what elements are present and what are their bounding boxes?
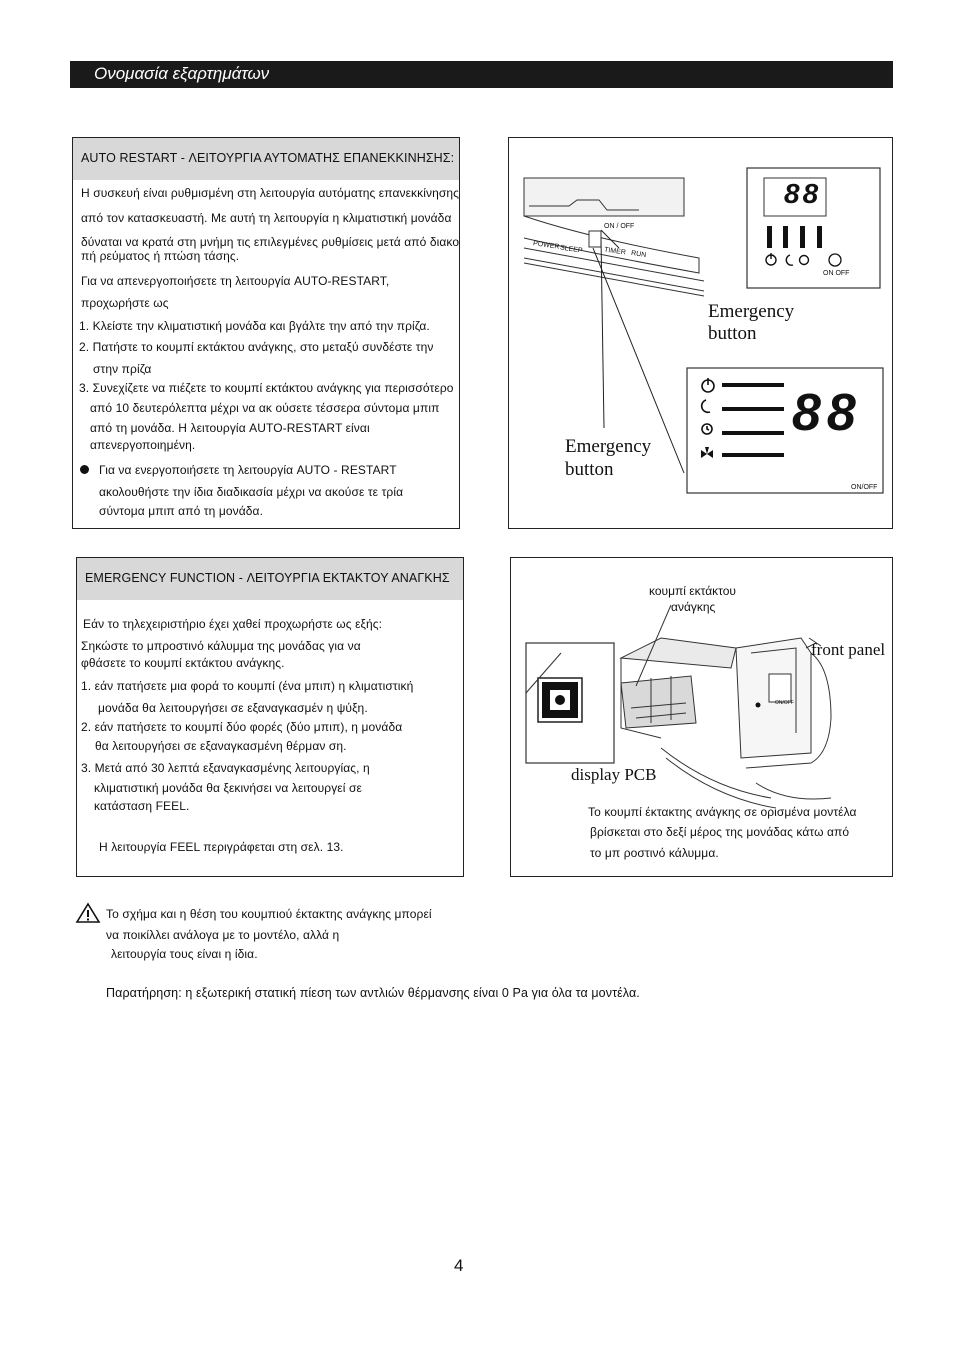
text-line: από τη μονάδα. Η λειτουργία AUTO-RESTART είναι	[90, 421, 370, 435]
caption-line: Το κουμπί έκτακτης ανάγκης σε ορισμένα μοντέλα	[588, 805, 857, 819]
display-digits-bottom: 88	[792, 384, 862, 442]
front-panel-label: front panel	[811, 640, 886, 659]
text-line: θα λειτουργήσει σε εξαναγκασμένη θέρμαν ση.	[95, 739, 347, 753]
text-line: στην πρίζα	[93, 362, 152, 376]
warning-icon	[75, 902, 101, 924]
text-line: 1. Κλείστε την κλιματιστική μονάδα και βγάλτε την από την πρίζα.	[79, 319, 430, 333]
page-number: 4	[454, 1256, 464, 1275]
emergency-button-label-b: ανάγκης	[671, 600, 716, 614]
pressure-note: Παρατήρηση: η εξωτερική στατική πίεση των αντλιών θέρμανσης είναι 0 Pa για όλα τα μοντέλα.	[106, 986, 640, 1000]
auto-restart-heading-bar	[73, 138, 459, 180]
on-off-right-label: ON OFF	[823, 270, 850, 277]
bullet-dot	[80, 465, 89, 474]
caption-line: το μπ ροστινό κάλυμμα.	[590, 846, 719, 860]
text-line: κατάσταση FEEL.	[94, 799, 190, 813]
text-line: ακολουθήστε την ίδια διαδικασία μέχρι να ακούσε τε τρία	[99, 485, 404, 499]
section-title-bar	[70, 61, 893, 88]
timer-label: TIMER	[603, 246, 627, 257]
figure-remote-panel-box	[508, 137, 893, 529]
text-line: μονάδα θα λειτουργήσει σε εξαναγκασμέν η ψύξη.	[98, 701, 368, 715]
text-line: 3. Συνεχίζετε να πιέζετε το κουμπί εκτάκτου ανάγκης για περισσότερο	[79, 381, 454, 395]
on-off-label: ON / OFF	[604, 223, 635, 230]
on-off-bottom-label: ON/OFF	[851, 484, 878, 491]
warning-line: λειτουργία τους είναι η ίδια.	[111, 947, 258, 961]
emergency-function-heading-bar	[77, 558, 463, 600]
text-line: 2. Πατήστε το κουμπί εκτάκτου ανάγκης, στο μεταξύ συνδέστε την	[79, 340, 434, 354]
figure-front-panel-box	[510, 557, 893, 877]
emergency-label-top-a: Emergency	[708, 301, 795, 322]
emergency-function-box	[76, 557, 464, 877]
run-label: RUN	[630, 249, 647, 260]
text-line: Σηκώστε το μπροστινό κάλυμμα της μονάδας για να	[81, 639, 361, 653]
text-line: Η λειτουργία FEEL περιγράφεται στη σελ. 13.	[99, 840, 344, 854]
small-onoff-label: ON/OFF	[775, 700, 794, 706]
text-line: 1. εάν πατήσετε μια φορά το κουμπί (ένα μπιπ) η κλιματιστική	[81, 679, 414, 693]
auto-restart-box	[72, 137, 460, 529]
text-line: πή ρεύματος ή πτώση τάσης.	[81, 249, 240, 263]
text-line: κλιματιστική μονάδα θα ξεκινήσει να λειτουργεί σε	[94, 781, 362, 795]
emergency-function-heading: EMERGENCY FUNCTION - ΛΕΙΤΟΥΡΓΙΑ ΕΚΤΑΚΤΟΥ ΑΝΑΓΚΗΣ	[85, 571, 450, 585]
auto-restart-heading: AUTO RESTART - ΛΕΙΤΟΥΡΓΙΑ ΑΥΤΟΜΑΤΗΣ ΕΠΑΝΕΚΚΙΝΗΣΗΣ:	[81, 151, 455, 165]
text-line: 2. εάν πατήσετε το κουμπί δύο φορές (δύο μπιπ), η μονάδα	[81, 720, 403, 734]
text-line: Για να απενεργοποιήσετε τη λειτουργία AUTO-RESTART,	[81, 274, 390, 288]
text-line: 3. Μετά από 30 λεπτά εξαναγκασμένης λειτουργίας, η	[81, 761, 370, 775]
sleep-label: SLEEP	[559, 244, 583, 255]
emergency-label-bottom-b: button	[565, 459, 614, 480]
emergency-label-top-b: button	[708, 323, 757, 344]
emergency-label-bottom-a: Emergency	[565, 436, 652, 457]
display-digits-top: 88	[784, 178, 822, 209]
text-line: φθάσετε το κουμπί εκτάκτου ανάγκης.	[81, 656, 285, 670]
text-line: Η συσκευή είναι ρυθμισμένη στη λειτουργία αυτόματης επανεκκίνησης	[81, 186, 460, 200]
text-line: δύναται να κρατά στη μνήμη τις επιλεγμένες ρυθμίσεις μετά από διακο	[81, 235, 460, 249]
text-line: προχωρήστε ως	[81, 296, 169, 310]
display-pcb-label: display PCB	[571, 765, 657, 784]
text-line: απενεργοποιημένη.	[90, 438, 196, 452]
warning-line: Το σχήμα και η θέση του κουμπιού έκτακτης ανάγκης μπορεί	[106, 907, 432, 921]
text-line: Εάν το τηλεχειριστήριο έχει χαθεί προχωρήστε ως εξής:	[83, 617, 383, 631]
power-label: POWER	[532, 240, 560, 251]
text-line: από 10 δευτερόλεπτα μέχρι να ακ ούσετε τέσσερα σύντομα μπιπ	[90, 401, 440, 415]
warning-line: να ποικίλλει ανάλογα με το μοντέλο, αλλά η	[106, 928, 340, 942]
text-line: σύντομα μπιπ από τη μονάδα.	[99, 504, 264, 518]
section-title: Ονομασία εξαρτημάτων	[94, 64, 270, 83]
caption-line: βρίσκεται στο δεξί μέρος της μονάδας κάτω από	[590, 825, 850, 839]
text-line: από τον κατασκευαστή. Με αυτή τη λειτουργία η κλιματιστική μονάδα	[81, 211, 452, 225]
emergency-button-label-a: κουμπί εκτάκτου	[649, 584, 736, 598]
text-line: Για να ενεργοποιήσετε τη λειτουργία AUTO - RESTART	[99, 463, 397, 477]
